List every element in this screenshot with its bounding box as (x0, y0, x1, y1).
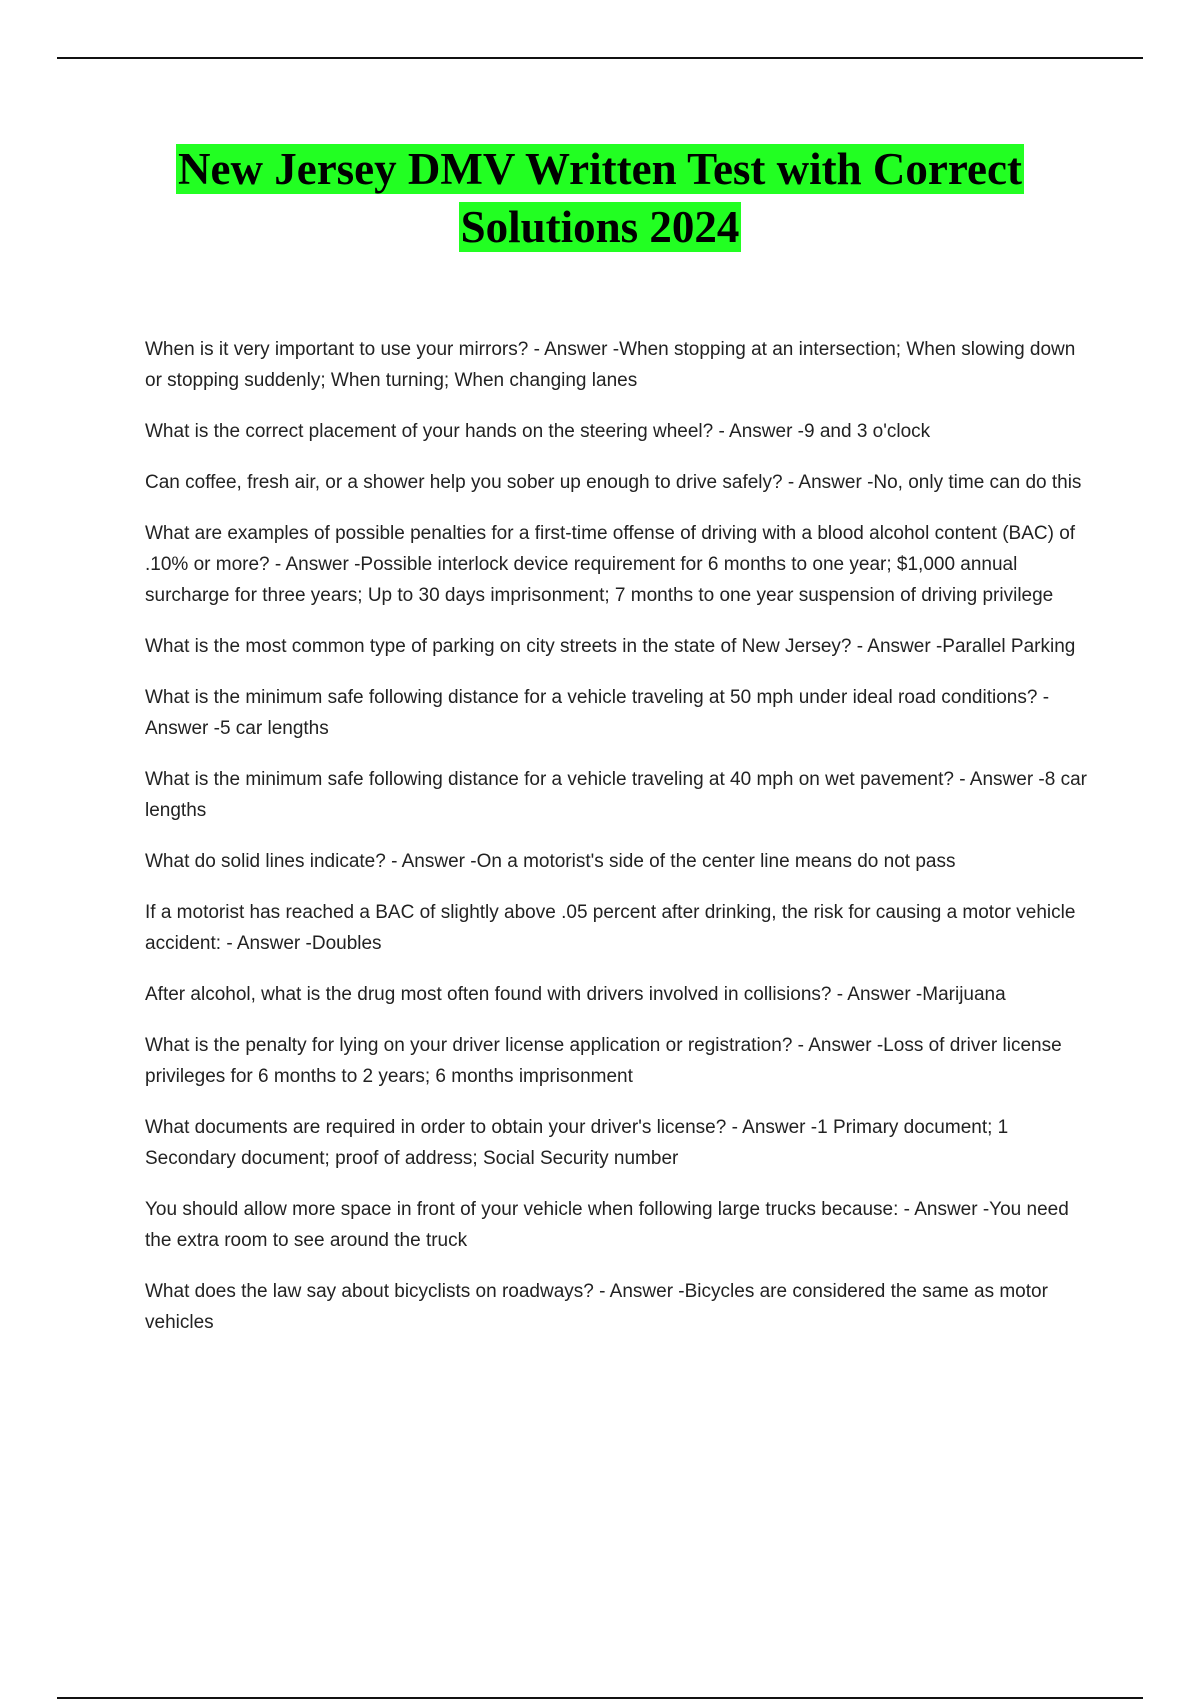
qa-item: What is the minimum safe following distance for a vehicle traveling at 50 mph under ideal road conditions? - Answer -5 car lengths (145, 687, 1050, 739)
bottom-rule (57, 1697, 1143, 1699)
qa-item: What do solid lines indicate? - Answer -On a motorist's side of the center line means do not pass (145, 851, 956, 872)
qa-item: What is the penalty for lying on your driver license application or registration? - Answer -Loss of driver license privileges for 6 months to 2 years; 6 months imprisonment (145, 1035, 1062, 1087)
qa-item: When is it very important to use your mirrors? - Answer -When stopping at an intersection; When slowing down or stopping suddenly; When turning; When changing lanes (145, 339, 1076, 391)
document-title: New Jersey DMV Written Test with Correct Solutions 2024 (178, 144, 1022, 252)
qa-item: What does the law say about bicyclists on roadways? - Answer -Bicycles are considered the same as motor vehicles (145, 1281, 1048, 1333)
qa-item: What documents are required in order to obtain your driver's license? - Answer -1 Primary document; 1 Secondary document; proof of address; Social Security number (145, 1117, 1009, 1169)
qa-item: What is the minimum safe following distance for a vehicle traveling at 40 mph on wet pavement? - Answer -8 car lengths (145, 769, 1087, 821)
document-title-block (100, 140, 1100, 256)
qa-item: If a motorist has reached a BAC of slightly above .05 percent after drinking, the risk for causing a motor vehicle accident: - Answer -Doubles (145, 902, 1076, 954)
qa-item: What is the most common type of parking on city streets in the state of New Jersey? - Answer -Parallel Parking (145, 636, 1076, 657)
qa-list (145, 334, 1090, 1358)
qa-item: After alcohol, what is the drug most often found with drivers involved in collisions? - Answer -Marijuana (145, 984, 1006, 1005)
qa-item: What are examples of possible penalties for a first-time offense of driving with a blood alcohol content (BAC) of .10% or more? - Answer -Possible interlock device requirement for 6 months to one year; $1,000 annual surcharge for three years; Up to 30 days imprisonment; 7 months to one year suspension of driving privilege (145, 523, 1076, 606)
qa-item: What is the correct placement of your hands on the steering wheel? - Answer -9 and 3 o'clock (145, 421, 931, 442)
qa-item: You should allow more space in front of your vehicle when following large trucks because: - Answer -You need the extra room to see around the truck (145, 1199, 1069, 1251)
qa-item: Can coffee, fresh air, or a shower help you sober up enough to drive safely? - Answer -No, only time can do this (145, 472, 1082, 493)
top-rule (57, 57, 1143, 59)
